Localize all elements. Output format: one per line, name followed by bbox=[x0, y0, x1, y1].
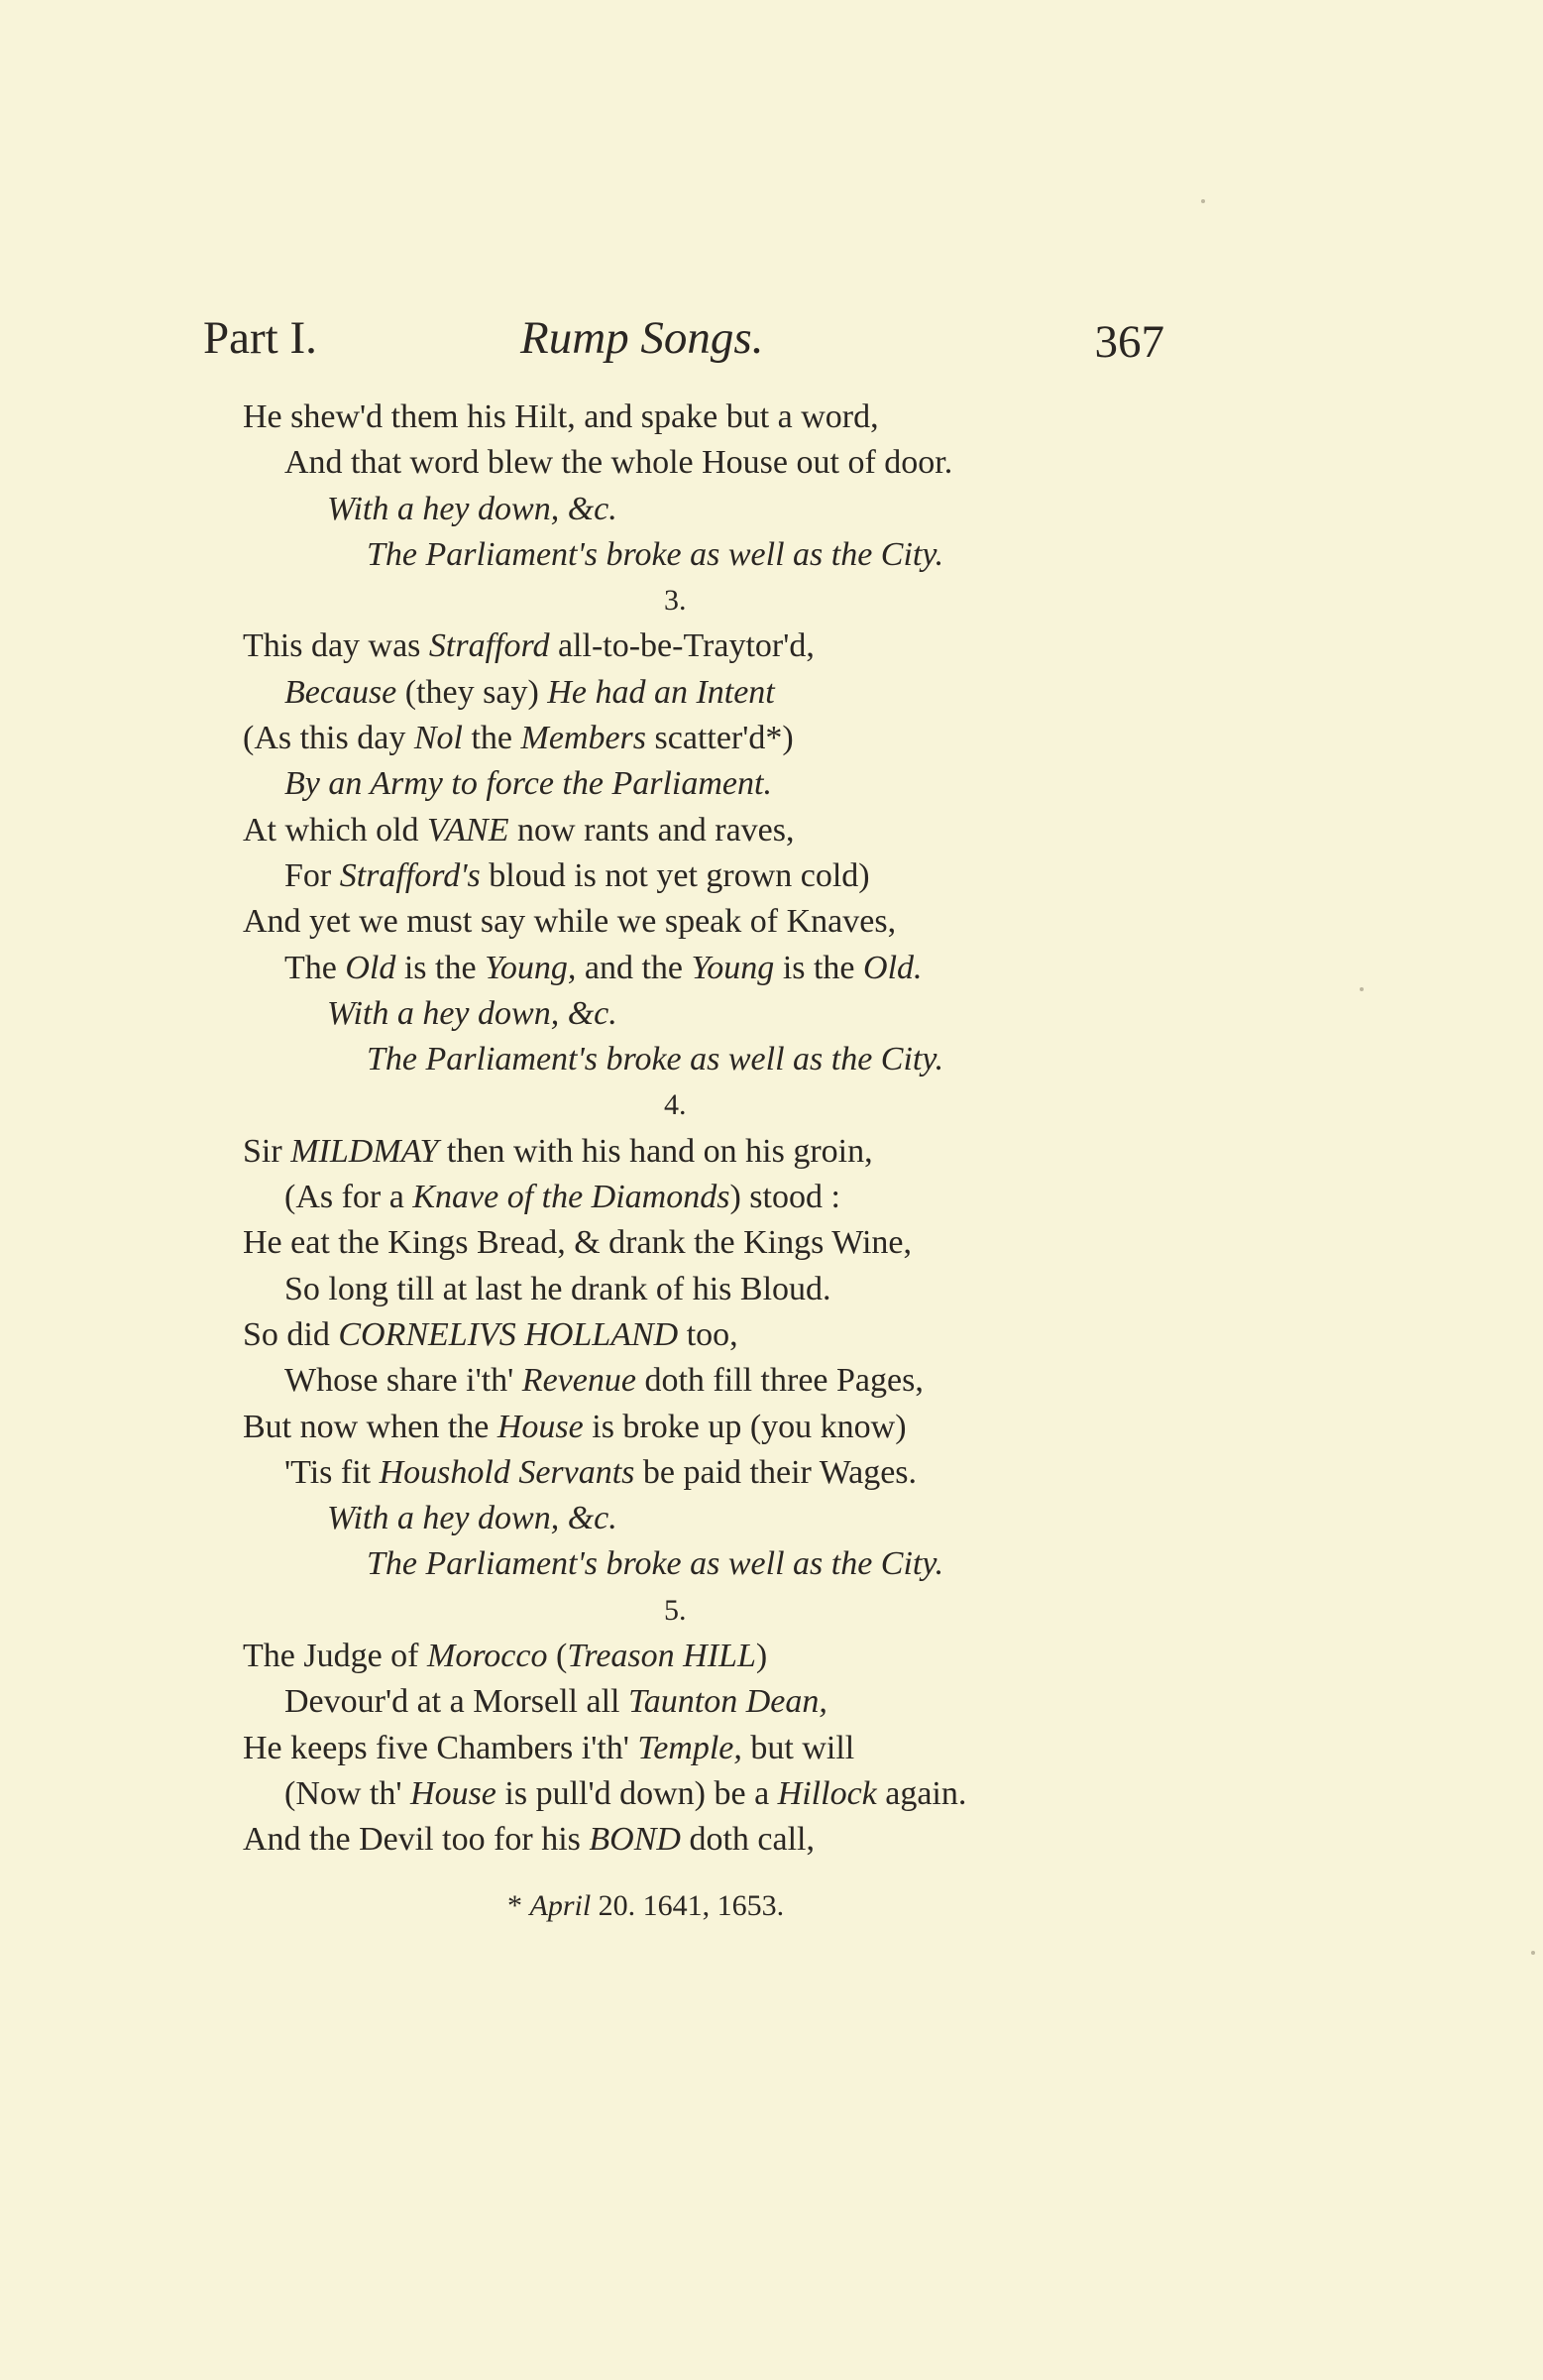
footnote bbox=[507, 1889, 784, 1923]
verse-line bbox=[243, 716, 1244, 761]
poem-body bbox=[243, 395, 1244, 1864]
italic-text: MILDMAY bbox=[290, 1132, 439, 1170]
italic-text: CORNELIVS HOLLAND bbox=[338, 1315, 679, 1353]
refrain-line bbox=[243, 991, 1244, 1037]
verse-line bbox=[243, 1312, 1244, 1358]
italic-text: He had an Intent bbox=[547, 673, 775, 711]
roman-text: The Judge of bbox=[243, 1638, 428, 1675]
italic-text: Treason HILL bbox=[567, 1638, 756, 1675]
part-label: Part I. bbox=[203, 312, 317, 364]
roman-text: (As this day bbox=[243, 720, 414, 757]
paper-speck bbox=[1201, 199, 1205, 203]
paper-speck bbox=[1531, 1951, 1535, 1955]
verse-line bbox=[243, 1267, 1244, 1312]
roman-text: The bbox=[284, 949, 346, 986]
roman-text: He eat the Kings Bread, & drank the Kings Wine, bbox=[243, 1224, 913, 1262]
italic-text: Old. bbox=[863, 949, 923, 986]
verse-line bbox=[243, 1358, 1244, 1404]
verse-line bbox=[243, 946, 1244, 991]
italic-text: VANE bbox=[427, 811, 509, 849]
roman-text: now rants and raves, bbox=[508, 811, 795, 849]
italic-text: Strafford bbox=[428, 627, 550, 665]
stanza-number bbox=[243, 1588, 1244, 1634]
italic-text: Young, bbox=[485, 949, 577, 986]
roman-text: But now when the bbox=[243, 1408, 497, 1445]
roman-text: So did bbox=[243, 1315, 339, 1353]
roman-text: And that word blew the whole House out of door. bbox=[284, 444, 953, 482]
refrain-line bbox=[243, 1037, 1244, 1082]
italic-text: Morocco bbox=[427, 1638, 548, 1675]
roman-text: (they say) bbox=[396, 673, 548, 711]
verse-line bbox=[243, 623, 1244, 669]
roman-text: scatter'd*) bbox=[646, 720, 794, 757]
roman-text: bloud is not yet grown cold) bbox=[480, 856, 870, 894]
italic-text: With a hey down, &c. bbox=[327, 490, 617, 527]
verse-line bbox=[243, 1220, 1244, 1266]
verse-line bbox=[243, 1175, 1244, 1220]
roman-text: At which old bbox=[243, 811, 428, 849]
italic-text: Revenue bbox=[521, 1362, 636, 1400]
roman-text: 5. bbox=[664, 1593, 687, 1627]
roman-text: then with his hand on his groin, bbox=[438, 1132, 873, 1170]
italic-text: House bbox=[410, 1774, 496, 1812]
roman-text: For bbox=[284, 856, 340, 894]
verse-line bbox=[243, 1679, 1244, 1725]
roman-text: and the bbox=[576, 949, 692, 986]
verse-line bbox=[243, 899, 1244, 945]
roman-text: * bbox=[507, 1889, 530, 1922]
roman-text: 20. 1641, 1653. bbox=[591, 1889, 785, 1922]
italic-text: Nol bbox=[413, 720, 463, 757]
roman-text: Devour'd at a Morsell all bbox=[284, 1683, 628, 1721]
roman-text: Whose share i'th' bbox=[284, 1362, 522, 1400]
roman-text: doth fill three Pages, bbox=[635, 1362, 924, 1400]
stanza-number bbox=[243, 578, 1244, 623]
italic-text: Strafford's bbox=[339, 856, 481, 894]
verse-line bbox=[243, 853, 1244, 899]
italic-text: The Parliament's broke as well as the City. bbox=[367, 535, 944, 573]
italic-text: Knave of the Diamonds bbox=[412, 1179, 730, 1216]
italic-text: April bbox=[529, 1889, 592, 1922]
roman-text: (As for a bbox=[284, 1179, 413, 1216]
running-header bbox=[203, 297, 1164, 367]
roman-text: This day was bbox=[243, 627, 429, 665]
italic-text: Old bbox=[345, 949, 396, 986]
roman-text: ) stood : bbox=[729, 1179, 840, 1216]
roman-text: 4. bbox=[664, 1088, 687, 1122]
refrain-line bbox=[243, 532, 1244, 578]
roman-text: So long till at last he drank of his Bloud. bbox=[284, 1270, 831, 1307]
roman-text: is the bbox=[395, 949, 486, 986]
verse-line bbox=[243, 808, 1244, 853]
verse-line bbox=[243, 1771, 1244, 1817]
italic-text: BOND bbox=[589, 1821, 681, 1859]
verse-line bbox=[243, 440, 1244, 486]
roman-text: the bbox=[462, 720, 521, 757]
verse-line bbox=[243, 1405, 1244, 1450]
verse-line bbox=[243, 761, 1244, 807]
italic-text: Young bbox=[691, 949, 775, 986]
italic-text: Members bbox=[520, 720, 647, 757]
italic-text: The Parliament's broke as well as the City. bbox=[367, 1545, 944, 1583]
verse-line bbox=[243, 1634, 1244, 1679]
italic-text: With a hey down, &c. bbox=[327, 994, 617, 1032]
page-number: 367 bbox=[1094, 316, 1164, 368]
verse-line bbox=[243, 395, 1244, 440]
verse-line bbox=[243, 1129, 1244, 1175]
italic-text: With a hey down, &c. bbox=[327, 1500, 617, 1537]
italic-text: House bbox=[496, 1408, 584, 1445]
roman-text: ) bbox=[755, 1638, 768, 1675]
roman-text: And the Devil too for his bbox=[243, 1821, 590, 1859]
roman-text: He keeps five Chambers i'th' bbox=[243, 1729, 638, 1766]
roman-text: again. bbox=[876, 1774, 967, 1812]
roman-text: ( bbox=[547, 1638, 568, 1675]
roman-text: be paid their Wages. bbox=[634, 1453, 918, 1491]
roman-text: but will bbox=[741, 1729, 855, 1766]
refrain-line bbox=[243, 1496, 1244, 1541]
roman-text: doth call, bbox=[680, 1821, 815, 1859]
roman-text: And yet we must say while we speak of Knaves, bbox=[243, 903, 897, 941]
roman-text: Sir bbox=[243, 1132, 291, 1170]
roman-text: (Now th' bbox=[284, 1774, 411, 1812]
italic-text: Temple, bbox=[637, 1729, 742, 1766]
refrain-line bbox=[243, 1541, 1244, 1587]
roman-text: too, bbox=[678, 1315, 738, 1353]
roman-text: 'Tis fit bbox=[284, 1453, 380, 1491]
roman-text: 3. bbox=[664, 584, 687, 618]
italic-text: Hillock bbox=[777, 1774, 877, 1812]
roman-text: He shew'd them his Hilt, and spake but a word, bbox=[243, 398, 879, 435]
italic-text: By an Army to force the Parliament. bbox=[284, 765, 772, 803]
stanza-number bbox=[243, 1082, 1244, 1128]
italic-text: Taunton Dean, bbox=[627, 1683, 827, 1721]
verse-line bbox=[243, 670, 1244, 716]
running-title: Rump Songs. bbox=[520, 312, 764, 364]
italic-text: Because bbox=[284, 673, 397, 711]
refrain-line bbox=[243, 487, 1244, 532]
verse-line bbox=[243, 1817, 1244, 1863]
roman-text: is the bbox=[774, 949, 864, 986]
roman-text: all-to-be-Traytor'd, bbox=[549, 627, 815, 665]
verse-line bbox=[243, 1450, 1244, 1496]
italic-text: The Parliament's broke as well as the City. bbox=[367, 1041, 944, 1078]
paper-speck bbox=[1360, 987, 1364, 991]
roman-text: is pull'd down) be a bbox=[496, 1774, 778, 1812]
verse-line bbox=[243, 1726, 1244, 1771]
italic-text: Houshold Servants bbox=[379, 1453, 635, 1491]
roman-text: is broke up (you know) bbox=[583, 1408, 907, 1445]
